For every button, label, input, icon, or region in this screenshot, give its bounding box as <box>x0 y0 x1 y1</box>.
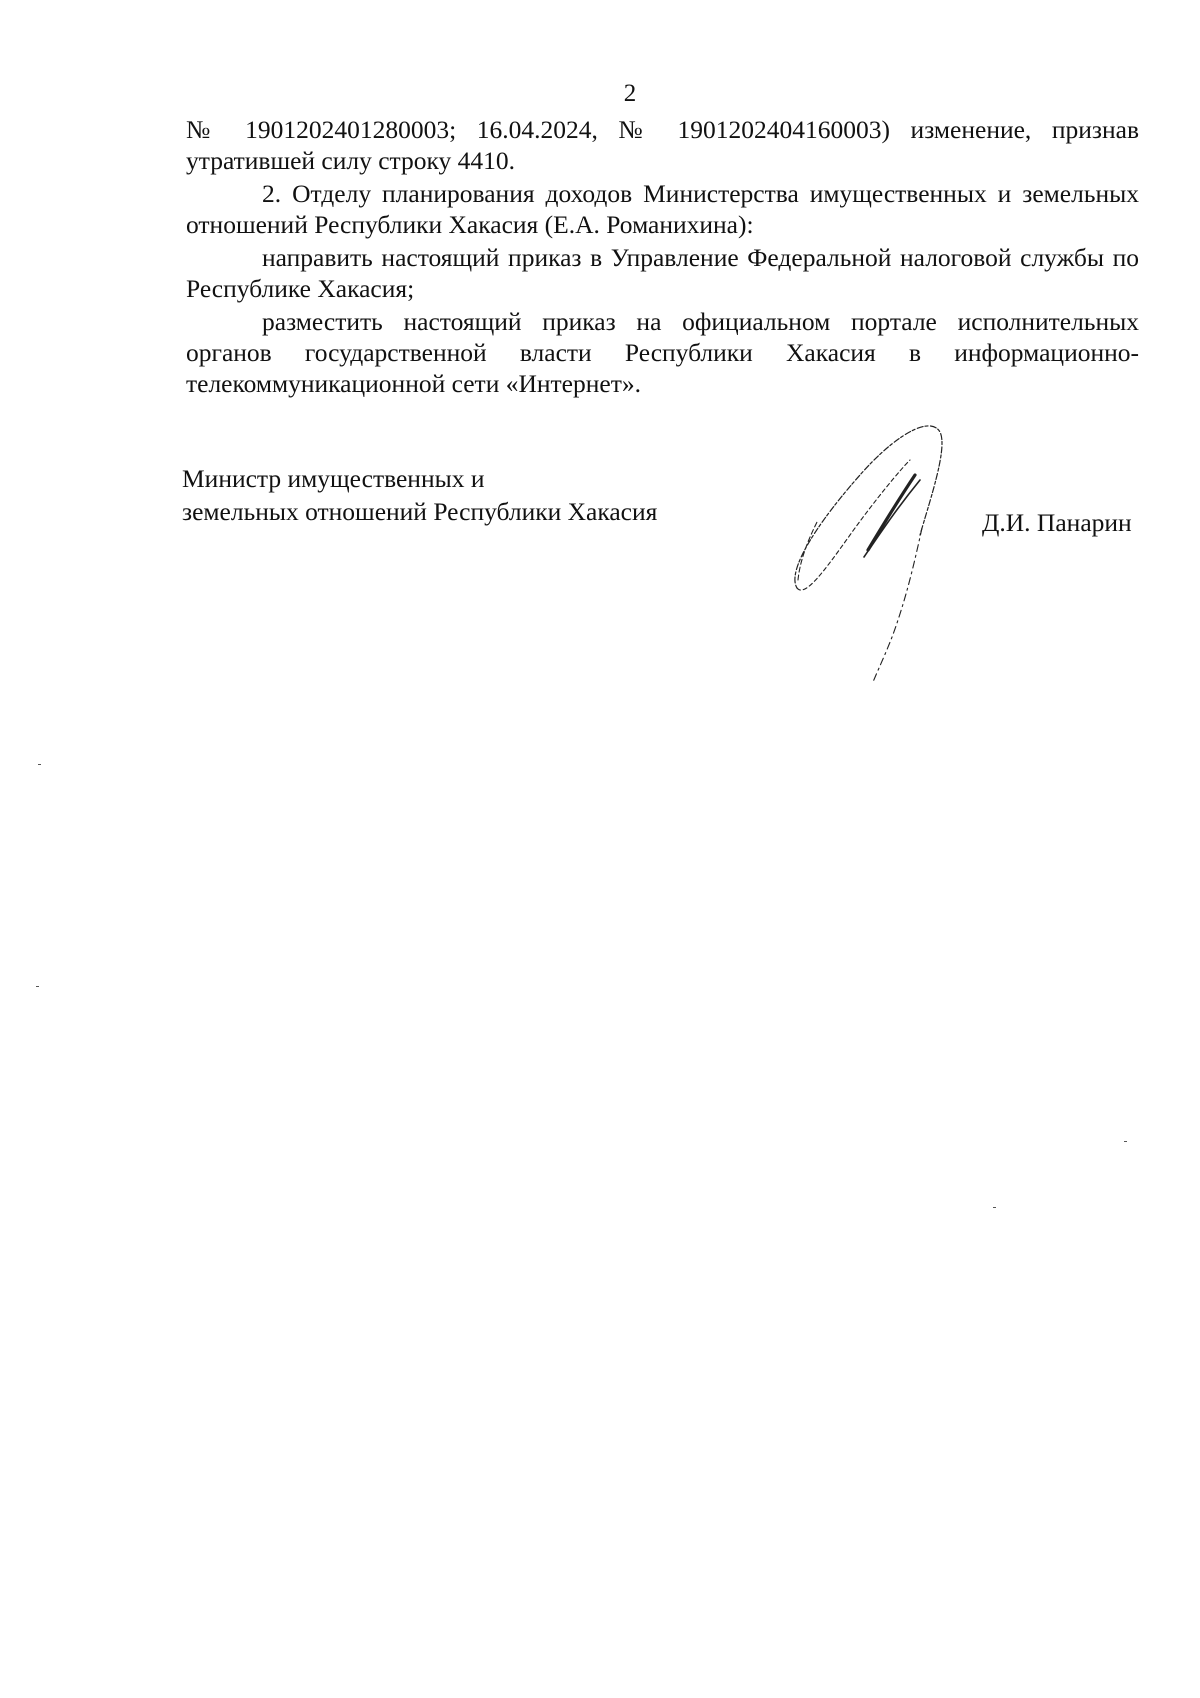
handwritten-signature <box>780 420 960 690</box>
paragraph-item-2: 2. Отделу планирования доходов Министерства имущественных и земельных отношений Республики Хакасия (Е.А. Романихина): <box>186 179 1139 239</box>
signatory-position-line-2: земельных отношений Республики Хакасия <box>182 497 658 526</box>
signatory-name: Д.И. Панарин <box>982 508 1132 537</box>
document-body <box>186 114 1139 399</box>
paragraph-item-2-publish: разместить настоящий приказ на официальном портале исполнительных органов государственной власти Республики Хакасия в информационно-телекоммуникационной сети «Интернет». <box>186 307 1139 398</box>
paragraph-item-2-send: направить настоящий приказ в Управление Федеральной налоговой службы по Республике Хакасия; <box>186 243 1139 303</box>
scan-speck <box>36 986 39 987</box>
signatory-position <box>182 462 657 528</box>
signatory-position-line-1: Министр имущественных и <box>182 464 485 493</box>
scan-speck <box>38 764 41 765</box>
scan-speck <box>1124 1141 1127 1142</box>
page-number: 2 <box>623 80 637 107</box>
paragraph-continuation: № 1901202401280003; 16.04.2024, № 1901202404160003) изменение, признав утратившей силу строку 4410. <box>186 115 1139 175</box>
scan-speck <box>993 1207 996 1208</box>
